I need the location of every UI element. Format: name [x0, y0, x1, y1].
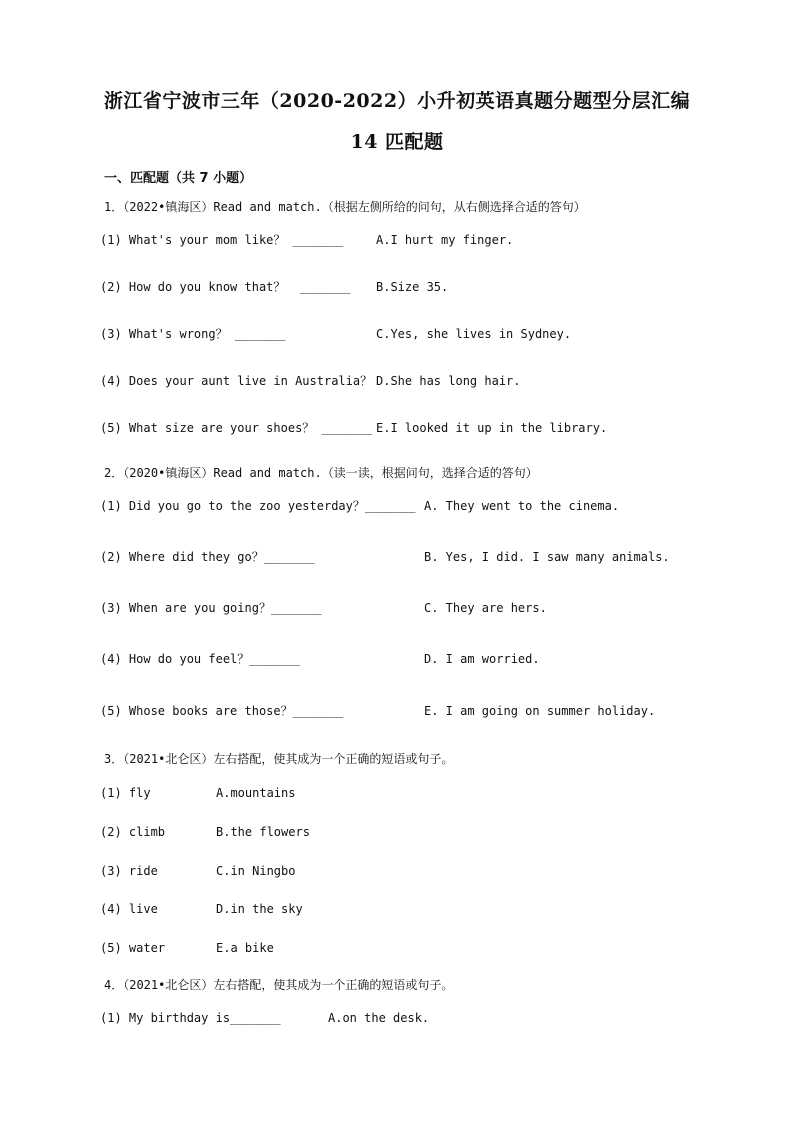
q3-right-4: D.in the sky: [216, 902, 303, 916]
q2-right-2: B. Yes, I did. I saw many animals.: [424, 550, 670, 564]
q3-heading: 3．（2021•北仑区）左右搭配，使其成为一个正确的短语或句子。: [104, 752, 454, 766]
doc-title-line1: 浙江省宁波市三年（2020-2022）小升初英语真题分题型分层汇编: [103, 90, 691, 112]
q1-left-1: (1) What's your mom like？ _______: [100, 233, 344, 247]
q1-right-3: C.Yes, she lives in Sydney.: [376, 327, 572, 341]
q4-right-1: A.on the desk.: [328, 1011, 430, 1025]
q1-left-4: (4) Does your aunt live in Australia？: [100, 374, 373, 388]
q4-left-1: (1) My birthday is_______: [100, 1011, 281, 1025]
q2-left-5: (5) Whose books are those？_______: [100, 704, 344, 718]
q2-right-4: D. I am worried.: [424, 652, 540, 666]
q1-left-3: (3) What's wrong？ _______: [100, 327, 286, 341]
q2-right-3: C. They are hers.: [424, 601, 547, 615]
q2-heading: 2．（2020•镇海区）Read and match.（读一读，根据问句，选择合适的答句）: [104, 466, 538, 480]
q1-heading: 1．（2022•镇海区）Read and match.（根据左侧所给的问句，从右侧选择合适的答句）: [104, 200, 586, 214]
q2-left-2: (2) Where did they go？_______: [100, 550, 315, 564]
q1-right-1: A.I hurt my finger.: [376, 233, 514, 247]
q3-left-2: (2) climb: [100, 825, 166, 839]
q3-right-1: A.mountains: [216, 786, 296, 800]
q3-right-5: E.a bike: [216, 941, 274, 955]
q2-left-4: (4) How do you feel？_______: [100, 652, 300, 666]
q3-left-4: (4) live: [100, 902, 158, 916]
q1-right-2: B.Size 35.: [376, 280, 449, 294]
q3-left-3: (3) ride: [100, 864, 158, 878]
q1-right-4: D.She has long hair.: [376, 374, 521, 388]
q4-heading: 4．（2021•北仑区）左右搭配，使其成为一个正确的短语或句子。: [104, 978, 454, 992]
q1-left-2: (2) How do you know that？ _______: [100, 280, 351, 294]
q3-right-3: C.in Ningbo: [216, 864, 296, 878]
q1-left-5: (5) What size are your shoes？ _______: [100, 421, 373, 435]
q2-right-1: A. They went to the cinema.: [424, 499, 620, 513]
q2-left-3: (3) When are you going？_______: [100, 601, 322, 615]
q1-right-5: E.I looked it up in the library.: [376, 421, 608, 435]
section-heading: 一、匹配题（共 7 小题）: [104, 171, 253, 186]
q3-left-1: (1) fly: [100, 786, 151, 800]
doc-title-line2: 14 匹配题: [350, 131, 444, 153]
q2-right-5: E. I am going on summer holiday.: [424, 704, 656, 718]
q3-left-5: (5) water: [100, 941, 166, 955]
q3-right-2: B.the flowers: [216, 825, 310, 839]
q2-left-1: (1) Did you go to the zoo yesterday？_______: [100, 499, 416, 513]
